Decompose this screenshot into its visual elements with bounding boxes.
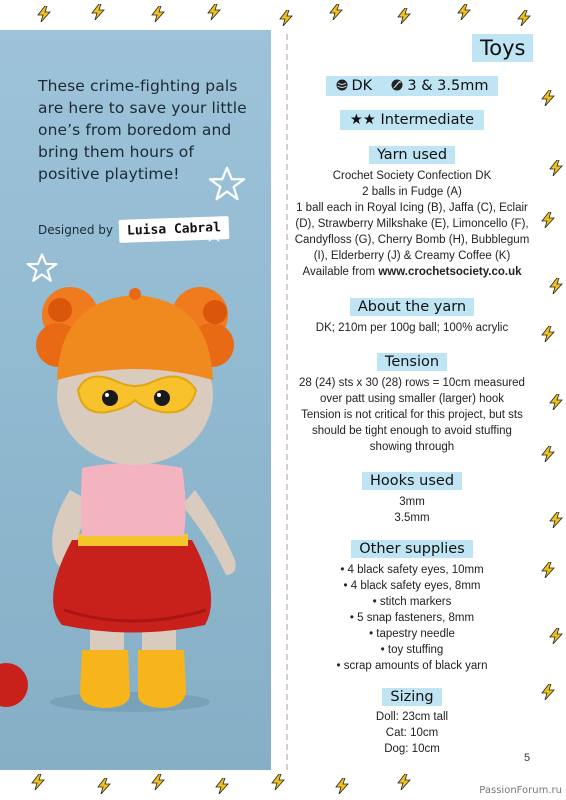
lightning-bolt-icon — [548, 160, 564, 176]
about-yarn-heading: About the yarn — [350, 298, 474, 316]
star-icon — [208, 165, 246, 203]
difficulty-stars: ★★ — [349, 112, 376, 128]
lightning-bolt-icon — [548, 278, 564, 294]
lightning-bolt-icon — [540, 326, 556, 342]
yarn-availability — [292, 264, 532, 280]
lightning-bolt-icon — [456, 4, 472, 20]
lightning-bolt-icon — [540, 90, 556, 106]
tension-heading: Tension — [377, 353, 447, 371]
yarn-weight: DK — [351, 78, 373, 94]
difficulty — [292, 110, 532, 130]
hook-icon — [391, 79, 403, 91]
lightning-bolt-icon — [540, 212, 556, 228]
yarn-other-colours: 1 ball each in Royal Icing (B), Jaffa (C), Eclair (D), Strawberry Milkshake (E), Limoncello (F), Candyfloss (G), Cherry Bomb (H), Bubblegum (I), Elderberry (J) & Creamy Coffee (K) — [294, 202, 530, 262]
supply-item: • scrap amounts of black yarn — [336, 660, 488, 672]
yarn-used-section — [292, 146, 532, 280]
lightning-bolt-icon — [540, 446, 556, 462]
lightning-bolt-icon — [396, 774, 412, 790]
lightning-bolt-icon — [96, 778, 112, 794]
lightning-bolt-icon — [206, 4, 222, 20]
supply-item: • stitch markers — [372, 596, 452, 608]
doll-photo-panel — [0, 30, 271, 770]
about-yarn-section — [292, 298, 532, 336]
lightning-bolt-icon — [396, 8, 412, 24]
supply-item: • toy stuffing — [380, 644, 444, 656]
lightning-bolt-icon — [30, 774, 46, 790]
yarn-brand: Crochet Society Confection DK — [332, 170, 492, 182]
section-tag: Toys — [472, 34, 533, 62]
yarn-main-colour: 2 balls in Fudge (A) — [362, 186, 462, 198]
lightning-bolt-icon — [548, 628, 564, 644]
crochet-doll-illustration — [0, 240, 271, 740]
lightning-bolt-icon — [150, 774, 166, 790]
size-item: Doll: 23cm tall — [375, 711, 449, 723]
lightning-bolt-icon — [90, 4, 106, 20]
tension-note: Tension is not critical for this project, but sts should be tight enough to avoid stuffing showing through — [301, 409, 523, 453]
size-item: Cat: 10cm — [385, 727, 439, 739]
designer-name: Luisa Cabral — [119, 216, 230, 243]
tension-gauge: 28 (24) sts x 30 (28) rows = 10cm measured over patt using smaller (larger) hook — [299, 377, 525, 405]
hook-item: 3.5mm — [394, 512, 430, 524]
lightning-bolt-icon — [548, 512, 564, 528]
lightning-bolt-icon — [214, 778, 230, 794]
other-supplies-section — [292, 540, 532, 674]
weight-hook-badge — [326, 76, 499, 96]
lightning-bolt-icon — [270, 774, 286, 790]
spec-weight-hook — [292, 76, 532, 96]
supply-item: • tapestry needle — [369, 628, 455, 640]
lightning-bolt-icon — [36, 6, 52, 22]
lightning-bolt-icon — [150, 6, 166, 22]
lightning-bolt-icon — [548, 394, 564, 410]
hooks-used-section — [292, 472, 532, 526]
about-yarn-text: DK; 210m per 100g ball; 100% acrylic — [315, 322, 509, 334]
designed-by — [38, 218, 229, 241]
page-number: 5 — [524, 752, 531, 764]
sizing-section — [292, 688, 532, 757]
lightning-bolt-icon — [540, 562, 556, 578]
difficulty-level: Intermediate — [380, 112, 475, 128]
hook-sizes: 3 & 3.5mm — [407, 78, 489, 94]
availability-prefix: Available from — [302, 266, 376, 278]
lightning-bolt-icon — [516, 10, 532, 26]
other-supplies-heading: Other supplies — [351, 540, 472, 558]
sizing-heading: Sizing — [382, 688, 441, 706]
tension-section — [292, 353, 532, 455]
column-divider — [286, 34, 288, 770]
supplier-url: www.crochetsociety.co.uk — [378, 266, 522, 278]
size-item: Dog: 10cm — [384, 743, 440, 755]
lightning-bolt-icon — [540, 684, 556, 700]
supply-item: • 4 black safety eyes, 8mm — [343, 580, 481, 592]
hooks-used-heading: Hooks used — [362, 472, 462, 490]
lightning-bolt-icon — [328, 4, 344, 20]
lightning-bolt-icon — [278, 10, 294, 26]
lightning-bolt-icon — [334, 778, 350, 794]
intro-text: These crime-fighting pals are here to save your little one’s from boredom and bring them hours of positive playtime! — [38, 77, 247, 183]
hook-item: 3mm — [399, 496, 425, 508]
supply-item: • 4 black safety eyes, 10mm — [340, 564, 484, 576]
designed-by-label: Designed by — [38, 222, 113, 237]
yarn-used-heading: Yarn used — [369, 146, 455, 164]
yarn-ball-icon — [336, 79, 348, 91]
supply-item: • 5 snap fasteners, 8mm — [349, 612, 475, 624]
watermark: PassionForum.ru — [479, 785, 562, 796]
difficulty-badge — [340, 110, 484, 130]
